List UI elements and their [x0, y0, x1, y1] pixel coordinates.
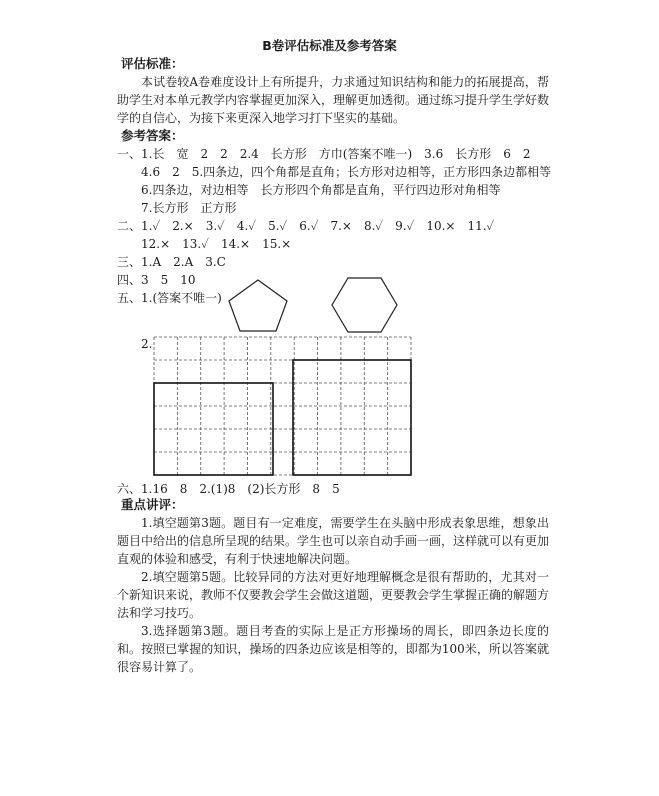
review-heading: 重点讲评： [121, 497, 184, 512]
answer-sec1-line4: 7.长方形 正方形 [141, 201, 237, 215]
answer-sec5-2: 2. [141, 337, 153, 351]
page-title: B卷评估标准及参考答案 [262, 38, 397, 53]
hexagon-shape [332, 278, 397, 332]
answer-sec1-line1: 一、1.长 宽 2 2 2.4 长方形 方巾(答案不唯一) 3.6 长方形 6 2 [117, 147, 531, 161]
answer-sec6: 六、1.16 8 2.(1)8 (2)长方形 8 5 [117, 482, 340, 496]
answer-sec3: 三、1.A 2.A 3.C [117, 255, 226, 269]
review-item-3: 3.选择题第3题。题目考查的实际上是正方形操场的周长，即四条边长度的和。按照已掌握的知识，操场的四条边应该是相等的，即都为100米，所以答案就很容易计算了。 [117, 624, 549, 674]
review-item-1: 1.填空题第3题。题目有一定难度，需要学生在头脑中形成表象思维，想象出题目中给出的信息所呈现的结果。学生也可以亲自动手画一画，这样就可以有更加直观的体验和感受，有利于快速地解决问题。 [117, 516, 550, 566]
dotted-grid [154, 337, 411, 475]
review-item-2: 2.填空题第5题。比较异同的方法对更好地理解概念是很有帮助的，尤其对一个新知识来说，教师不仅要教会学生会做这道题，更要教会学生掌握正确的解题方法和学习技巧。 [117, 570, 550, 620]
review-section [117, 496, 549, 676]
criteria-text: 本试卷较A卷难度设计上有所提升，力求通过知识结构和能力的拓展提高，帮助学生对本单元教学内容掌握更加深入，理解更加透彻。通过练习提升学生学好数学的自信心，为接下来更深入地学习打下坚实的基础。 [117, 75, 550, 125]
answer-sec5: 五、1.(答案不唯一) [117, 291, 222, 305]
criteria-heading: 评估标准： [121, 56, 184, 71]
answer-sec2-line2: 12.× 13.✓ 14.× 15.× [141, 237, 292, 251]
drawn-rectangle [293, 360, 411, 475]
answer-sec1-line2: 4.6 2 5.四条边，四个角都是直角；长方形对边相等，正方形四条边都相等 [141, 165, 552, 179]
answer-sec1-line3: 6.四条边，对边相等 长方形四个角都是直角，平行四边形对角相等 [141, 183, 501, 197]
pentagon-shape [229, 280, 287, 331]
answer-sec2-line1: 二、1.✓ 2.× 3.✓ 4.✓ 5.✓ 6.✓ 7.× 8.✓ 9.✓ 10.× 11.✓ [117, 219, 495, 233]
answers-heading: 参考答案： [121, 128, 184, 143]
answer-sec4: 四、3 5 10 [117, 273, 196, 287]
